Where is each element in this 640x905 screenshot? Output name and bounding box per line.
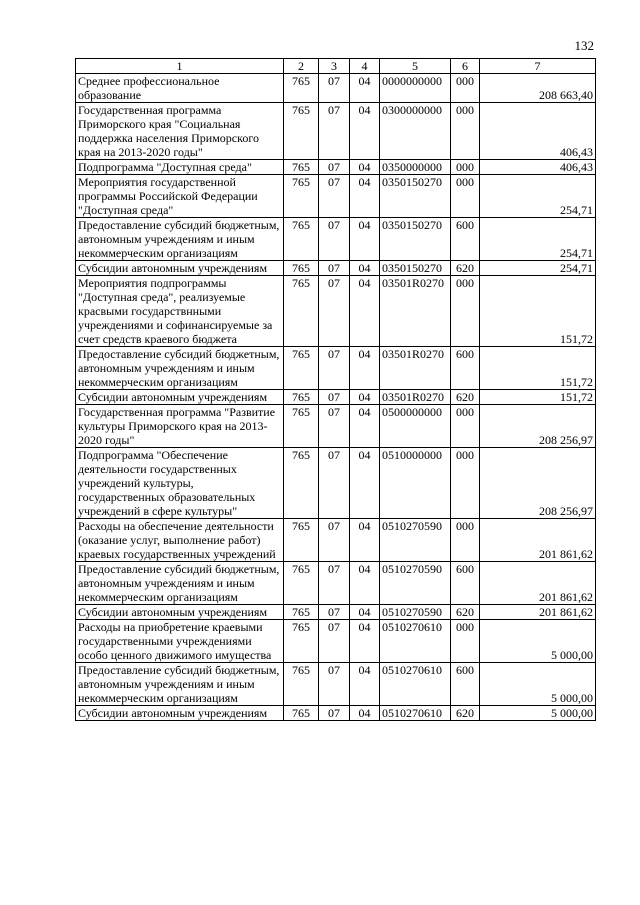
table-row <box>76 175 596 218</box>
row-name-cell: Мероприятия государственной программы Российской Федерации "Доступная среда" <box>76 175 284 218</box>
row-name-cell: Субсидии автономным учреждениям <box>76 390 284 405</box>
expense-type-cell: 000 <box>451 620 480 663</box>
table-row <box>76 620 596 663</box>
section-code-cell: 07 <box>319 706 350 721</box>
section-code-cell: 07 <box>319 448 350 519</box>
department-code-cell: 765 <box>284 562 319 605</box>
target-article-cell: 0000000000 <box>380 74 451 103</box>
section-code-cell: 07 <box>319 620 350 663</box>
department-code-cell: 765 <box>284 175 319 218</box>
table-row <box>76 605 596 620</box>
amount-cell: 254,71 <box>480 218 596 261</box>
column-header: 2 <box>284 59 319 74</box>
amount-cell: 5 000,00 <box>480 663 596 706</box>
subsection-code-cell: 04 <box>350 605 380 620</box>
target-article-cell: 0350000000 <box>380 160 451 175</box>
section-code-cell: 07 <box>319 663 350 706</box>
target-article-cell: 0510270590 <box>380 519 451 562</box>
subsection-code-cell: 04 <box>350 620 380 663</box>
department-code-cell: 765 <box>284 706 319 721</box>
department-code-cell: 765 <box>284 405 319 448</box>
department-code-cell: 765 <box>284 74 319 103</box>
expense-type-cell: 600 <box>451 562 480 605</box>
amount-cell: 406,43 <box>480 103 596 160</box>
amount-cell: 208 663,40 <box>480 74 596 103</box>
row-name-cell: Среднее профессиональное образование <box>76 74 284 103</box>
section-code-cell: 07 <box>319 261 350 276</box>
row-name-cell: Предоставление субсидий бюджетным, автономным учреждениям и иным некоммерческим организациям <box>76 218 284 261</box>
expense-type-cell: 620 <box>451 605 480 620</box>
department-code-cell: 765 <box>284 347 319 390</box>
expense-type-cell: 620 <box>451 261 480 276</box>
section-code-cell: 07 <box>319 562 350 605</box>
row-name-cell: Подпрограмма "Доступная среда" <box>76 160 284 175</box>
subsection-code-cell: 04 <box>350 160 380 175</box>
section-code-cell: 07 <box>319 347 350 390</box>
amount-cell: 406,43 <box>480 160 596 175</box>
table-row <box>76 562 596 605</box>
amount-cell: 151,72 <box>480 390 596 405</box>
subsection-code-cell: 04 <box>350 448 380 519</box>
subsection-code-cell: 04 <box>350 706 380 721</box>
row-name-cell: Государственная программа "Развитие культуры Приморского края на 2013-2020 годы" <box>76 405 284 448</box>
expense-type-cell: 000 <box>451 448 480 519</box>
subsection-code-cell: 04 <box>350 519 380 562</box>
table-row <box>76 405 596 448</box>
table-row <box>76 276 596 347</box>
amount-cell: 5 000,00 <box>480 706 596 721</box>
table-row <box>76 519 596 562</box>
subsection-code-cell: 04 <box>350 562 380 605</box>
amount-cell: 208 256,97 <box>480 448 596 519</box>
target-article-cell: 03501R0270 <box>380 276 451 347</box>
expense-type-cell: 000 <box>451 519 480 562</box>
table-row <box>76 74 596 103</box>
amount-cell: 254,71 <box>480 175 596 218</box>
subsection-code-cell: 04 <box>350 74 380 103</box>
row-name-cell: Предоставление субсидий бюджетным, автономным учреждениям и иным некоммерческим организациям <box>76 347 284 390</box>
subsection-code-cell: 04 <box>350 663 380 706</box>
table-row <box>76 390 596 405</box>
target-article-cell: 0510270610 <box>380 620 451 663</box>
row-name-cell: Мероприятия подпрограммы "Доступная среда", реализуемые красвыми государствнными учреждениями и софинансируемые за счет средств краевого бюджета <box>76 276 284 347</box>
row-name-cell: Субсидии автономным учреждениям <box>76 261 284 276</box>
column-header: 1 <box>76 59 284 74</box>
section-code-cell: 07 <box>319 276 350 347</box>
section-code-cell: 07 <box>319 519 350 562</box>
table-row <box>76 218 596 261</box>
column-header: 3 <box>319 59 350 74</box>
expense-type-cell: 000 <box>451 175 480 218</box>
row-name-cell: Предоставление субсидий бюджетным, автономным учреждениям и иным некоммерческим организациям <box>76 562 284 605</box>
department-code-cell: 765 <box>284 261 319 276</box>
expense-type-cell: 600 <box>451 663 480 706</box>
row-name-cell: Субсидии автономным учреждениям <box>76 706 284 721</box>
amount-cell: 5 000,00 <box>480 620 596 663</box>
subsection-code-cell: 04 <box>350 103 380 160</box>
expense-type-cell: 000 <box>451 74 480 103</box>
target-article-cell: 0350150270 <box>380 261 451 276</box>
target-article-cell: 0300000000 <box>380 103 451 160</box>
subsection-code-cell: 04 <box>350 218 380 261</box>
expense-type-cell: 600 <box>451 218 480 261</box>
expense-type-cell: 000 <box>451 103 480 160</box>
section-code-cell: 07 <box>319 605 350 620</box>
amount-cell: 151,72 <box>480 276 596 347</box>
department-code-cell: 765 <box>284 160 319 175</box>
table-row <box>76 261 596 276</box>
amount-cell: 201 861,62 <box>480 605 596 620</box>
budget-table <box>75 58 596 721</box>
expense-type-cell: 600 <box>451 347 480 390</box>
target-article-cell: 0350150270 <box>380 218 451 261</box>
row-name-cell: Субсидии автономным учреждениям <box>76 605 284 620</box>
expense-type-cell: 000 <box>451 276 480 347</box>
department-code-cell: 765 <box>284 605 319 620</box>
section-code-cell: 07 <box>319 160 350 175</box>
section-code-cell: 07 <box>319 103 350 160</box>
section-code-cell: 07 <box>319 175 350 218</box>
amount-cell: 254,71 <box>480 261 596 276</box>
department-code-cell: 765 <box>284 663 319 706</box>
target-article-cell: 0510270590 <box>380 562 451 605</box>
target-article-cell: 0510270590 <box>380 605 451 620</box>
department-code-cell: 765 <box>284 390 319 405</box>
subsection-code-cell: 04 <box>350 405 380 448</box>
table-header-row <box>76 59 596 74</box>
table-row <box>76 706 596 721</box>
subsection-code-cell: 04 <box>350 347 380 390</box>
table-row <box>76 103 596 160</box>
subsection-code-cell: 04 <box>350 276 380 347</box>
row-name-cell: Расходы на приобретение краевыми государственными учреждениями особо ценного движимого имущества <box>76 620 284 663</box>
row-name-cell: Предоставление субсидий бюджетным, автономным учреждениям и иным некоммерческим организациям <box>76 663 284 706</box>
target-article-cell: 0510000000 <box>380 448 451 519</box>
expense-type-cell: 000 <box>451 405 480 448</box>
column-header: 6 <box>451 59 480 74</box>
target-article-cell: 0350150270 <box>380 175 451 218</box>
amount-cell: 151,72 <box>480 347 596 390</box>
column-header: 7 <box>480 59 596 74</box>
department-code-cell: 765 <box>284 448 319 519</box>
subsection-code-cell: 04 <box>350 175 380 218</box>
expense-type-cell: 620 <box>451 706 480 721</box>
row-name-cell: Государственная программа Приморского края "Социальная поддержка населения Приморского края на 2013-2020 годы" <box>76 103 284 160</box>
target-article-cell: 03501R0270 <box>380 347 451 390</box>
department-code-cell: 765 <box>284 620 319 663</box>
section-code-cell: 07 <box>319 390 350 405</box>
column-header: 5 <box>380 59 451 74</box>
table-row <box>76 347 596 390</box>
table-row <box>76 448 596 519</box>
section-code-cell: 07 <box>319 405 350 448</box>
page-number: 132 <box>574 38 594 53</box>
column-header: 4 <box>350 59 380 74</box>
amount-cell: 201 861,62 <box>480 519 596 562</box>
department-code-cell: 765 <box>284 519 319 562</box>
target-article-cell: 0500000000 <box>380 405 451 448</box>
target-article-cell: 0510270610 <box>380 663 451 706</box>
subsection-code-cell: 04 <box>350 261 380 276</box>
department-code-cell: 765 <box>284 218 319 261</box>
target-article-cell: 0510270610 <box>380 706 451 721</box>
section-code-cell: 07 <box>319 74 350 103</box>
expense-type-cell: 000 <box>451 160 480 175</box>
row-name-cell: Расходы на обеспечение деятельности (оказание услуг, выполнение работ) краевых государственных учреждений <box>76 519 284 562</box>
amount-cell: 201 861,62 <box>480 562 596 605</box>
subsection-code-cell: 04 <box>350 390 380 405</box>
amount-cell: 208 256,97 <box>480 405 596 448</box>
expense-type-cell: 620 <box>451 390 480 405</box>
row-name-cell: Подпрограмма "Обеспечение деятельности государственных учреждений культуры, государственных образовательных учреждений в сфере культуры" <box>76 448 284 519</box>
table-row <box>76 160 596 175</box>
section-code-cell: 07 <box>319 218 350 261</box>
target-article-cell: 03501R0270 <box>380 390 451 405</box>
department-code-cell: 765 <box>284 103 319 160</box>
department-code-cell: 765 <box>284 276 319 347</box>
table-row <box>76 663 596 706</box>
